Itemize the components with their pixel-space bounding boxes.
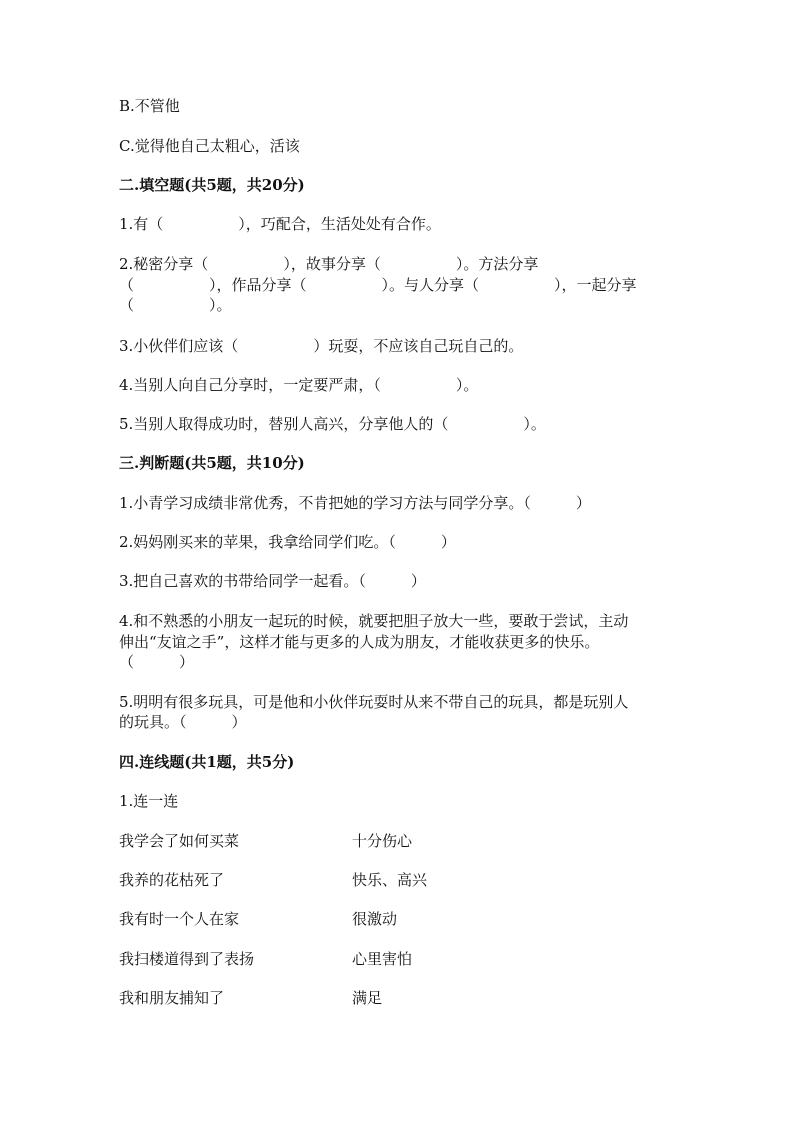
fill-question-1: 1.有（ ），巧配合，生活处处有合作。 xyxy=(119,215,441,233)
match-section-heading: 四.连线题(共1题，共5分) xyxy=(119,753,295,771)
match-right-item: 心里害怕 xyxy=(352,950,413,968)
judge-question-5-line-2: 的玩具。（ ） xyxy=(119,713,247,731)
match-left-item: 我学会了如何买菜 xyxy=(119,832,240,850)
match-left-item: 我有时一个人在家 xyxy=(119,910,240,928)
fill-question-5: 5.当别人取得成功时，替别人高兴，分享他人的（ ）。 xyxy=(119,415,546,433)
match-right-item: 快乐、高兴 xyxy=(352,871,428,889)
option-c: C.觉得他自己太粗心，活该 xyxy=(119,137,300,155)
fill-question-2-line-2: （ ），作品分享（ ）。与人分享（ ），一起分享 xyxy=(119,276,637,294)
judge-section-heading: 三.判断题(共5题，共10分) xyxy=(119,454,305,472)
judge-question-4-line-1: 4.和不熟悉的小朋友一起玩的时候，就要把胆子放大一些，要敢于尝试，主动 xyxy=(119,612,629,630)
match-right-item: 十分伤心 xyxy=(352,832,413,850)
match-question: 1.连一连 xyxy=(119,792,179,810)
fill-question-3: 3.小伙伴们应该（ ）玩耍，不应该自己玩自己的。 xyxy=(119,337,524,355)
judge-question-1: 1.小青学习成绩非常优秀，不肯把她的学习方法与同学分享。（ ） xyxy=(119,494,591,512)
match-left-item: 我扫楼道得到了表扬 xyxy=(119,950,255,968)
fill-question-2-line-3: （ ）。 xyxy=(119,296,232,314)
fill-question-4: 4.当别人向自己分享时，一定要严肃，（ ）。 xyxy=(119,376,479,394)
fill-section-heading: 二.填空题(共5题，共20分) xyxy=(119,176,305,194)
match-right-item: 满足 xyxy=(352,989,383,1007)
judge-question-5-line-1: 5.明明有很多玩具，可是他和小伙伴玩耍时从来不带自己的玩具，都是玩别人 xyxy=(119,693,629,711)
fill-question-2-line-1: 2.秘密分享（ ），故事分享（ ）。方法分享 xyxy=(119,255,539,273)
match-right-item: 很激动 xyxy=(352,910,398,928)
judge-question-4-line-3: （ ） xyxy=(119,653,195,671)
judge-question-4-line-2: 伸出“友谊之手”，这样才能与更多的人成为朋友，才能收获更多的快乐。 xyxy=(119,633,600,651)
match-left-item: 我和朋友捕知了 xyxy=(119,989,225,1007)
match-left-item: 我养的花枯死了 xyxy=(119,871,225,889)
option-b: B.不管他 xyxy=(119,97,180,115)
judge-question-2: 2.妈妈刚买来的苹果，我拿给同学们吃。（ ） xyxy=(119,533,456,551)
judge-question-3: 3.把自己喜欢的书带给同学一起看。（ ） xyxy=(119,572,426,590)
